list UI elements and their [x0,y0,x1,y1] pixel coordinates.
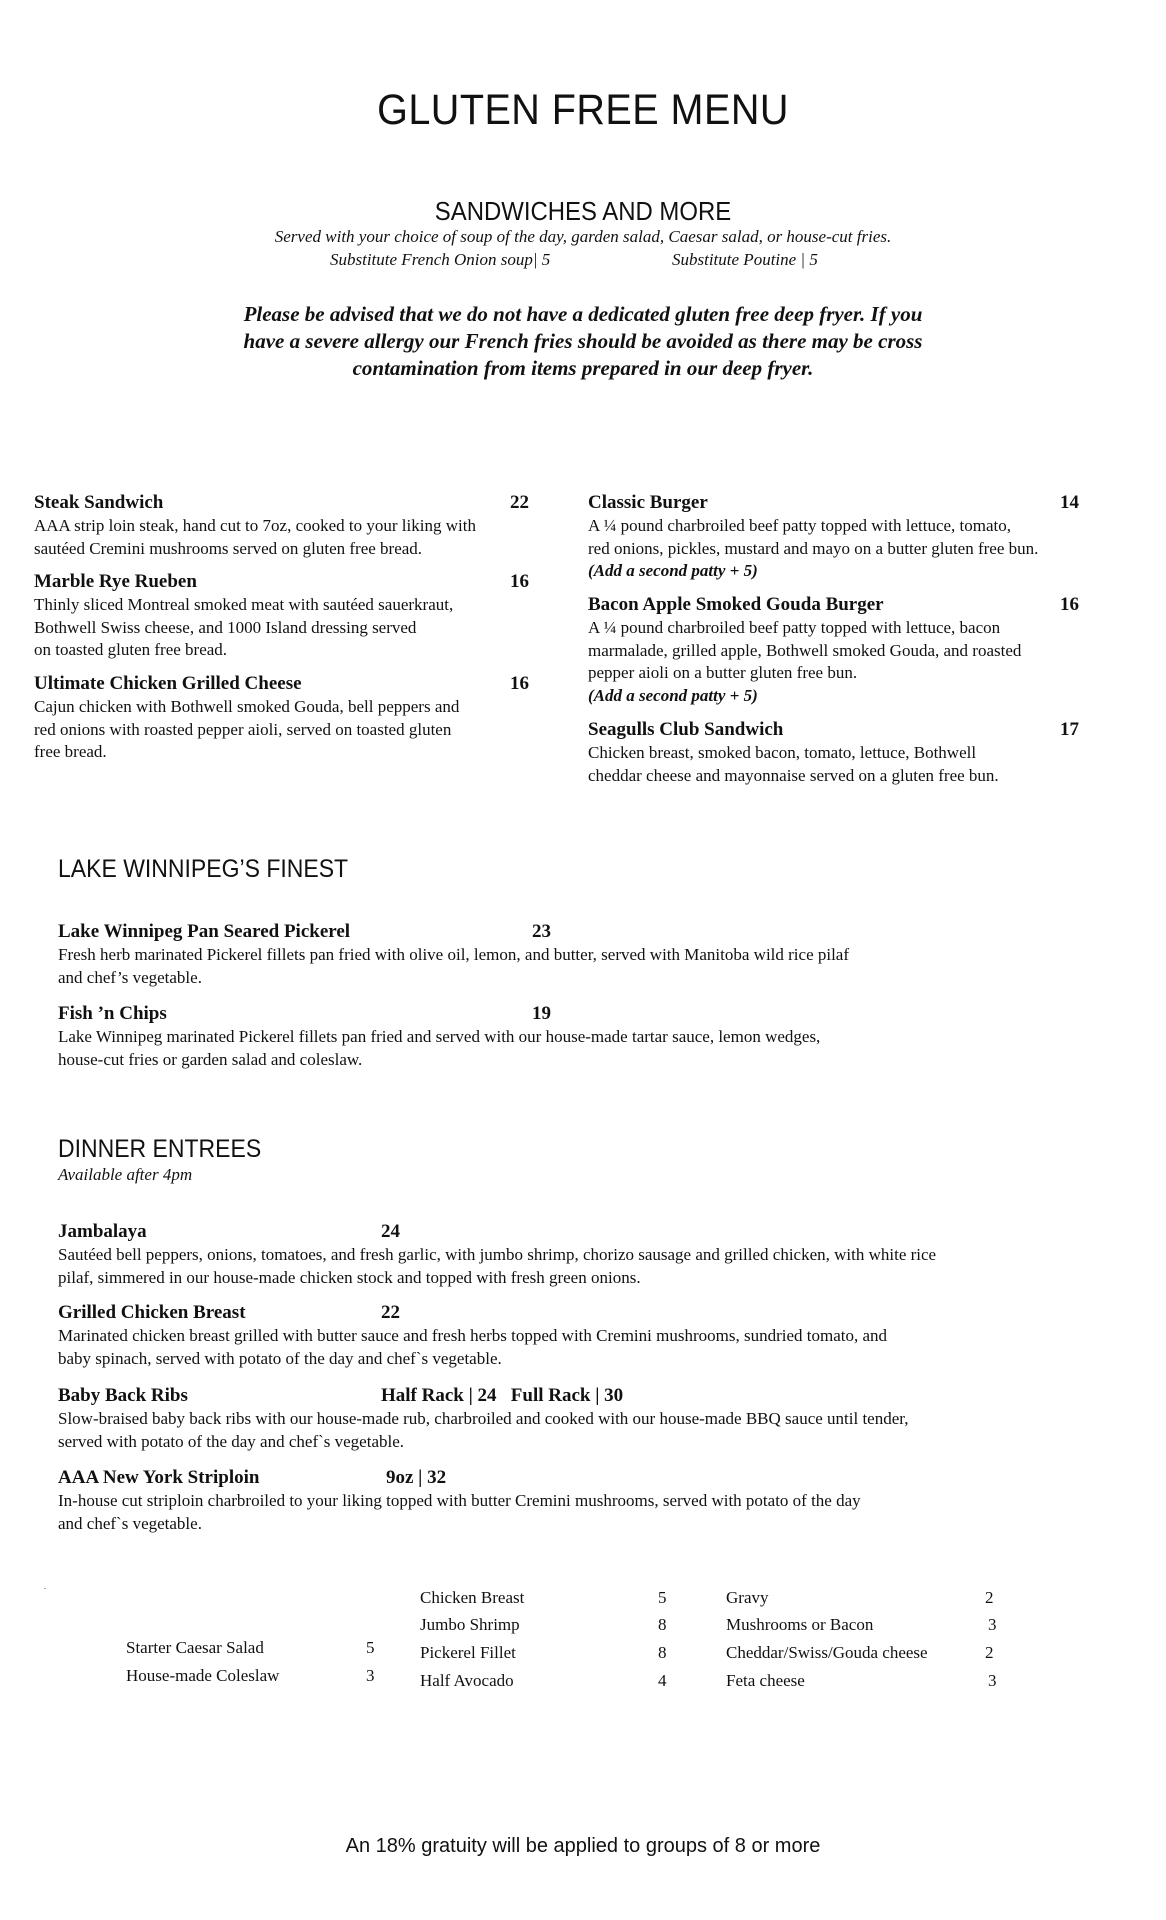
item-price: 16 [510,673,529,694]
item-price: 16 [510,571,529,592]
item-name-fish-n-chips: Fish ’n Chips [58,1003,167,1024]
description-line: pilaf, simmered in our house-made chicken stock and topped with fresh green onions. [58,1267,641,1287]
item-price: Half Rack | 24 Full Rack | 30 [381,1385,624,1406]
item-description [58,1026,820,1071]
item-name-jambalaya: Jambalaya [58,1221,147,1242]
description-line: Cajun chicken with Bothwell smoked Gouda, bell peppers and [34,697,460,716]
item-description [588,617,1021,707]
item-name-marble-rye-rueben: Marble Rye Rueben [34,571,197,592]
addon-item-price: 5 [658,1588,667,1607]
item-description [34,594,453,662]
section-heading-dinner: DINNER ENTREES [58,1135,262,1163]
description-line: red onions with roasted pepper aioli, served on toasted gluten [34,719,452,739]
addon-item-name: Feta cheese [726,1671,805,1690]
item-price: 22 [381,1302,400,1323]
description-line: house-cut fries or garden salad and coleslaw. [58,1049,363,1069]
addon-item-price: 8 [658,1643,667,1662]
description-line: Marinated chicken breast grilled with butter sauce and fresh herbs topped with Cremini mushrooms, sundried tomato, and [58,1326,888,1345]
item-description [58,1490,861,1535]
item-description [58,1244,936,1289]
item-price: 17 [1060,719,1079,740]
description-line: free bread. [34,742,107,761]
item-name-seagulls-club-sandwich: Seagulls Club Sandwich [588,719,784,740]
addon-item-name: Gravy [726,1588,769,1607]
description-line: cheddar cheese and mayonnaise served on a gluten free bun. [588,765,999,785]
addon-item-price: 2 [985,1588,994,1607]
item-price: 22 [510,492,529,513]
addon-item-name: Jumbo Shrimp [420,1615,520,1634]
item-name-bacon-apple-gouda-burger: Bacon Apple Smoked Gouda Burger [588,594,884,615]
item-name-baby-back-ribs: Baby Back Ribs [58,1385,188,1406]
addon-item-name: Half Avocado [420,1671,514,1690]
substitute-soup-note: Substitute French Onion soup| 5 [330,250,551,269]
menu-title: GLUTEN FREE MENU [377,86,789,134]
addon-item-price: 3 [988,1671,997,1690]
item-description [588,742,999,787]
description-line: Thinly sliced Montreal smoked meat with sautéed sauerkraut, [34,595,454,614]
item-description [58,944,849,989]
add-patty-note: (Add a second patty + 5) [588,561,758,580]
stray-mark: . [44,1582,46,1591]
item-name-grilled-chicken-breast: Grilled Chicken Breast [58,1302,246,1323]
item-description [58,1325,887,1370]
fryer-warning [160,301,1006,382]
description-line: marmalade, grilled apple, Bothwell smoked Gouda, and roasted [588,640,1022,660]
item-name-ny-striploin: AAA New York Striploin [58,1467,260,1488]
description-line: and chef’s vegetable. [58,967,202,987]
description-line: served with potato of the day and chef`s vegetable. [58,1431,405,1451]
item-price: 9oz | 32 [386,1467,447,1488]
description-line: and chef`s vegetable. [58,1513,202,1533]
item-description [58,1408,909,1453]
addon-item-price: 2 [985,1643,994,1662]
addon-item-price: 3 [988,1615,997,1634]
description-line: Lake Winnipeg marinated Pickerel fillets pan fried and served with our house-made tartar sauce, lemon wedges, [58,1027,821,1046]
item-description [34,515,476,560]
description-line: A ¼ pound charbroiled beef patty topped with lettuce, tomato, [588,516,1011,535]
item-name-pan-seared-pickerel: Lake Winnipeg Pan Seared Pickerel [58,921,351,942]
description-line: A ¼ pound charbroiled beef patty topped with lettuce, bacon [588,618,1001,637]
item-price: 14 [1060,492,1079,513]
description-line: Bothwell Swiss cheese, and 1000 Island dressing served [34,617,417,637]
description-line: AAA strip loin steak, hand cut to 7oz, cooked to your liking with [34,516,476,535]
side-item-price: 3 [366,1666,375,1685]
addon-item-name: Chicken Breast [420,1588,525,1607]
served-with-note: Served with your choice of soup of the day, garden salad, Caesar salad, or house-cut fries. [274,227,892,246]
item-price: 24 [381,1221,400,1242]
description-line: Fresh herb marinated Pickerel fillets pan fried with olive oil, lemon, and butter, served with Manitoba wild rice pilaf [58,945,850,964]
fryer-warning-line: contamination from items prepared in our deep fryer. [352,356,814,380]
add-patty-note: (Add a second patty + 5) [588,685,758,705]
addon-item-price: 4 [658,1671,667,1690]
description-line: pepper aioli on a butter gluten free bun. [588,663,858,682]
description-line: on toasted gluten free bread. [34,640,228,659]
item-description [34,696,459,764]
item-name-ultimate-chicken-grilled-cheese: Ultimate Chicken Grilled Cheese [34,673,302,694]
item-price: 19 [532,1003,551,1024]
section-heading-lake: LAKE WINNIPEG’S FINEST [58,855,349,883]
gratuity-note: An 18% gratuity will be applied to groups of 8 or more [345,1835,821,1857]
description-line: red onions, pickles, mustard and mayo on a butter gluten free bun. [588,538,1039,558]
item-description [588,515,1038,583]
fryer-warning-line: Please be advised that we do not have a dedicated gluten free deep fryer. If you [243,302,923,326]
description-line: In-house cut striploin charbroiled to your liking topped with butter Cremini mushrooms, served with potato of the day [58,1491,861,1510]
fryer-warning-line: have a severe allergy our French fries should be avoided as there may be cross [243,329,923,353]
description-line: sautéed Cremini mushrooms served on gluten free bread. [34,538,423,558]
description-line: Slow-braised baby back ribs with our house-made rub, charbroiled and cooked with our house-made BBQ sauce until tender, [58,1409,909,1428]
substitute-poutine-note: Substitute Poutine | 5 [672,250,818,269]
side-item-name: House-made Coleslaw [126,1666,280,1685]
description-line: baby spinach, served with potato of the day and chef`s vegetable. [58,1348,502,1368]
item-price: 16 [1060,594,1079,615]
addon-item-name: Mushrooms or Bacon [726,1615,874,1634]
item-price: 23 [532,921,551,942]
item-name-steak-sandwich: Steak Sandwich [34,492,164,513]
side-item-name: Starter Caesar Salad [126,1638,264,1657]
item-name-classic-burger: Classic Burger [588,492,708,513]
addon-item-name: Cheddar/Swiss/Gouda cheese [726,1643,928,1662]
availability-note: Available after 4pm [58,1165,193,1184]
section-heading-sandwiches: SANDWICHES AND MORE [434,196,732,226]
addon-item-name: Pickerel Fillet [420,1643,516,1662]
description-line: Sautéed bell peppers, onions, tomatoes, and fresh garlic, with jumbo shrimp, chorizo sausage and grilled chicken, with white rice [58,1245,937,1264]
side-item-price: 5 [366,1638,375,1657]
addon-item-price: 8 [658,1615,667,1634]
description-line: Chicken breast, smoked bacon, tomato, lettuce, Bothwell [588,743,977,762]
